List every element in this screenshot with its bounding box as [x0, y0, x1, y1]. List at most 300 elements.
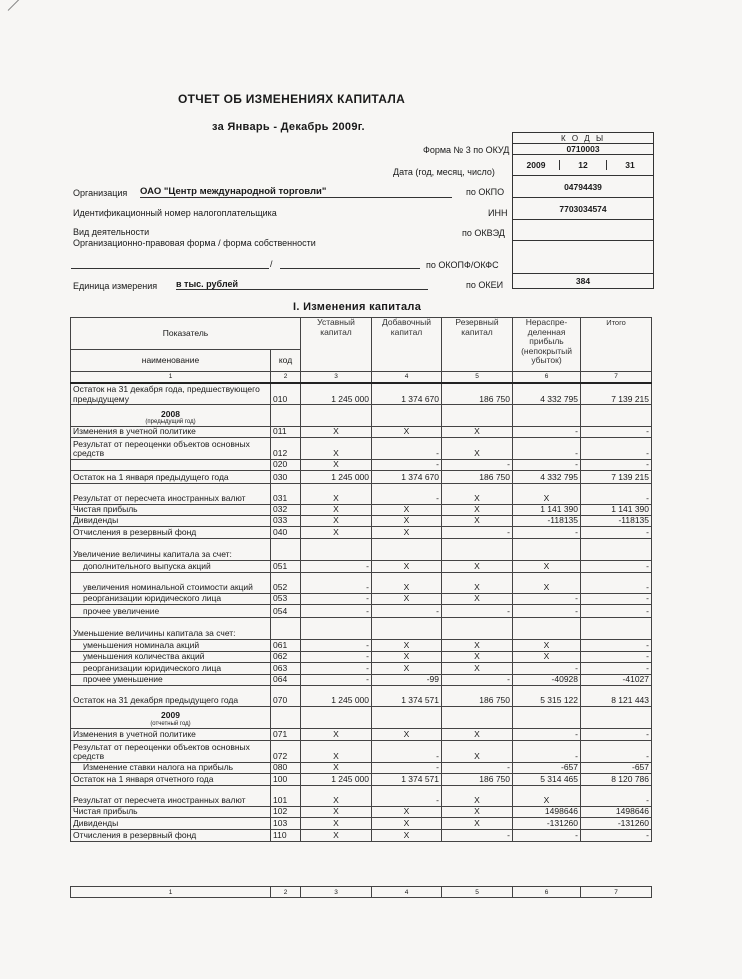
table-row	[71, 515, 652, 526]
cell-c4: Х	[372, 639, 442, 651]
cell-c3: Х	[301, 459, 372, 470]
cell-c7: -	[581, 560, 652, 572]
cell-code: 072	[271, 740, 301, 762]
cell-c6: -	[513, 604, 581, 617]
cell-c7: -	[581, 740, 652, 762]
report-period: за Январь - Декабрь 2009г.	[212, 121, 365, 133]
col-num-3: 3	[301, 372, 372, 383]
table-row	[71, 560, 652, 572]
row-name: Результат от пересчета иностранных валют	[71, 785, 271, 806]
row-name: уменьшения номинала акций	[71, 639, 271, 651]
table-row	[71, 728, 652, 740]
cell-c5: Х	[442, 662, 513, 674]
cell-c5: Х	[442, 639, 513, 651]
cell-c3: Х	[301, 817, 372, 829]
cell-code: 032	[271, 504, 301, 515]
cell-c4: 1 374 670	[372, 383, 442, 405]
cell-code: 062	[271, 651, 301, 662]
cell-c6: Х	[513, 639, 581, 651]
cell-c5: Х	[442, 437, 513, 459]
cell-c6	[513, 405, 581, 427]
cell-code: 011	[271, 427, 301, 438]
name-header: наименование	[71, 350, 271, 372]
legal-form-label: Организационно-правовая форма / форма собственности	[73, 238, 316, 248]
row-name	[71, 459, 271, 470]
table-row	[71, 405, 652, 427]
org-name: ОАО "Центр международной торговли"	[140, 186, 452, 198]
cell-code: 080	[271, 762, 301, 773]
cell-c4: -	[372, 459, 442, 470]
cell-c7: -657	[581, 762, 652, 773]
section-title: I. Изменения капитала	[293, 301, 422, 313]
cell-c7: -	[581, 437, 652, 459]
cell-c3: 1 245 000	[301, 685, 372, 706]
cell-c6: -657	[513, 762, 581, 773]
cell-c3: -	[301, 572, 372, 593]
cell-c4: -	[372, 785, 442, 806]
cell-c3: -	[301, 639, 372, 651]
cell-c7: 8 120 786	[581, 773, 652, 785]
row-name: Изменение ставки налога на прибыль	[71, 762, 271, 773]
cell-c5: Х	[442, 817, 513, 829]
cell-code: 020	[271, 459, 301, 470]
row-name: Уменьшение величины капитала за счет:	[71, 617, 271, 639]
cell-c6	[513, 617, 581, 639]
cell-c4: Х	[372, 651, 442, 662]
cell-c3: Х	[301, 427, 372, 438]
cell-c7: -	[581, 829, 652, 841]
date-label: Дата (год, месяц, число)	[393, 167, 495, 177]
year-label: 2008	[161, 408, 180, 419]
cell-code: 100	[271, 773, 301, 785]
row-name: дополнительного выпуска акций	[71, 560, 271, 572]
cell-code: 030	[271, 470, 301, 483]
footer-num-1: 1	[71, 887, 271, 898]
codes-box	[512, 132, 654, 289]
cell-c3: 1 245 000	[301, 773, 372, 785]
table-header-row	[71, 318, 652, 350]
legal-form-slash: /	[270, 259, 273, 269]
table-row	[71, 773, 652, 785]
cell-c5	[442, 706, 513, 728]
cell-c5: Х	[442, 427, 513, 438]
cell-c5: 186 750	[442, 685, 513, 706]
cell-c7: -	[581, 459, 652, 470]
year-sub-label: (предыдущий год)	[145, 419, 196, 426]
table-row	[71, 806, 652, 817]
cell-c4	[372, 405, 442, 427]
cell-c6: -	[513, 427, 581, 438]
table-row	[71, 706, 652, 728]
cell-c7: -	[581, 593, 652, 604]
cell-c3: Х	[301, 437, 372, 459]
cell-code: 033	[271, 515, 301, 526]
table-row	[71, 437, 652, 459]
cell-c3: Х	[301, 728, 372, 740]
cell-c6: Х	[513, 483, 581, 504]
col-total: Итого	[581, 318, 652, 372]
org-label: Организация	[73, 188, 128, 198]
cell-code: 051	[271, 560, 301, 572]
inn-code-label: ИНН	[488, 208, 508, 218]
cell-code	[271, 617, 301, 639]
cell-c3: -	[301, 604, 372, 617]
cell-code: 102	[271, 806, 301, 817]
cell-c3: Х	[301, 483, 372, 504]
cell-code: 103	[271, 817, 301, 829]
code-header: код	[271, 350, 301, 372]
cell-c4: Х	[372, 504, 442, 515]
unit-value: в тыс. рублей	[176, 279, 428, 290]
cell-c4: 1 374 571	[372, 685, 442, 706]
cell-c7: 8 121 443	[581, 685, 652, 706]
row-name: Изменения в учетной политике	[71, 728, 271, 740]
cell-c5: Х	[442, 728, 513, 740]
row-name: Результат от переоценки объектов основных средств	[71, 740, 271, 762]
row-name: Остаток на 31 декабря предыдущего года	[71, 685, 271, 706]
cell-c4: Х	[372, 806, 442, 817]
cell-c6: Х	[513, 651, 581, 662]
table-row	[71, 572, 652, 593]
col-num-1: 1	[71, 372, 271, 383]
cell-c5: Х	[442, 560, 513, 572]
cell-code: 110	[271, 829, 301, 841]
cell-c6: 1498646	[513, 806, 581, 817]
cell-code: 063	[271, 662, 301, 674]
row-name: Результат от пересчета иностранных валют	[71, 483, 271, 504]
row-name: Чистая прибыль	[71, 504, 271, 515]
cell-c5	[442, 538, 513, 560]
cell-c3: Х	[301, 785, 372, 806]
cell-c3: -	[301, 651, 372, 662]
cell-c3	[301, 617, 372, 639]
okei-code: 384	[513, 273, 653, 288]
row-name: Остаток на 1 января отчетного года	[71, 773, 271, 785]
cell-c4	[372, 706, 442, 728]
cell-c6: 1 141 390	[513, 504, 581, 515]
col-num-4: 4	[372, 372, 442, 383]
cell-c3: -	[301, 593, 372, 604]
cell-c6: Х	[513, 560, 581, 572]
table-row	[71, 504, 652, 515]
cell-c4: -	[372, 604, 442, 617]
row-name: реорганизации юридического лица	[71, 662, 271, 674]
cell-c4: Х	[372, 662, 442, 674]
cell-c3	[301, 706, 372, 728]
row-name: Остаток на 31 декабря года, предшествующего предыдущему	[71, 383, 271, 405]
cell-c7: -	[581, 785, 652, 806]
cell-c7: -	[581, 639, 652, 651]
table-row	[71, 762, 652, 773]
col-share-capital: Уставный капитал	[301, 318, 372, 372]
cell-c3: Х	[301, 526, 372, 538]
cell-c5: 186 750	[442, 383, 513, 405]
cell-code: 012	[271, 437, 301, 459]
cell-c4: Х	[372, 515, 442, 526]
capital-changes-table	[70, 317, 652, 842]
cell-c6: -	[513, 459, 581, 470]
footer-numbers-row	[71, 887, 652, 898]
table-row	[71, 674, 652, 685]
cell-c6: -	[513, 740, 581, 762]
inn-code: 7703034574	[513, 197, 653, 219]
cell-c6: 4 332 795	[513, 470, 581, 483]
cell-c3: 1 245 000	[301, 470, 372, 483]
footer-numbers-table	[70, 886, 652, 898]
table-row	[71, 427, 652, 438]
cell-c6: -	[513, 526, 581, 538]
table-row	[71, 604, 652, 617]
cell-c7: -	[581, 572, 652, 593]
cell-code: 040	[271, 526, 301, 538]
cell-c5: -	[442, 674, 513, 685]
row-name: реорганизации юридического лица	[71, 593, 271, 604]
okopf-code	[513, 240, 653, 273]
cell-code: 101	[271, 785, 301, 806]
cell-c5: Х	[442, 515, 513, 526]
row-name	[71, 706, 271, 728]
cell-c7: -	[581, 526, 652, 538]
cell-c5: -	[442, 459, 513, 470]
cell-c4: Х	[372, 593, 442, 604]
cell-c6	[513, 706, 581, 728]
cell-code	[271, 538, 301, 560]
cell-c3: Х	[301, 515, 372, 526]
cell-c5: 186 750	[442, 470, 513, 483]
cell-c4: Х	[372, 572, 442, 593]
cell-c3: Х	[301, 829, 372, 841]
cell-c5: -	[442, 604, 513, 617]
cell-c5: 186 750	[442, 773, 513, 785]
cell-c3	[301, 538, 372, 560]
col-num-2: 2	[271, 372, 301, 383]
unit-label: Единица измерения	[73, 281, 158, 291]
table-row	[71, 639, 652, 651]
table-row	[71, 483, 652, 504]
cell-c6: Х	[513, 785, 581, 806]
cell-c4	[372, 617, 442, 639]
indicator-header: Показатель	[71, 318, 301, 350]
cell-c7: -	[581, 483, 652, 504]
scan-mark	[8, 0, 34, 11]
cell-c6: -	[513, 829, 581, 841]
col-reserve-capital: Резервный капитал	[442, 318, 513, 372]
cell-c6: -131260	[513, 817, 581, 829]
date-day: 31	[606, 160, 653, 170]
okei-label: по ОКЕИ	[466, 280, 504, 290]
table-row	[71, 526, 652, 538]
table-row	[71, 470, 652, 483]
cell-c6: -	[513, 437, 581, 459]
ownership-line	[280, 268, 420, 269]
form-code: 0710003	[513, 143, 653, 154]
row-name: Изменения в учетной политике	[71, 427, 271, 438]
cell-c4	[372, 538, 442, 560]
legal-form-line	[71, 268, 269, 269]
cell-c6: -40928	[513, 674, 581, 685]
cell-c7: -	[581, 662, 652, 674]
cell-c5: Х	[442, 504, 513, 515]
cell-code: 053	[271, 593, 301, 604]
cell-c3: 1 245 000	[301, 383, 372, 405]
cell-c3: -	[301, 662, 372, 674]
table-body	[71, 383, 652, 842]
cell-c5: Х	[442, 785, 513, 806]
year-sub-label: (отчетный год)	[150, 720, 191, 727]
table-row	[71, 383, 652, 405]
cell-c4: -	[372, 437, 442, 459]
footer-num-5: 5	[442, 887, 513, 898]
cell-c7: 1498646	[581, 806, 652, 817]
codes-title: К О Д Ы	[560, 133, 606, 143]
cell-c6: Х	[513, 572, 581, 593]
cell-code	[271, 405, 301, 427]
cell-c5: -	[442, 526, 513, 538]
form-label: Форма № 3 по ОКУД	[423, 145, 510, 155]
row-name	[71, 405, 271, 427]
cell-c5: Х	[442, 651, 513, 662]
cell-c7: -	[581, 728, 652, 740]
cell-c5: Х	[442, 483, 513, 504]
col-num-5: 5	[442, 372, 513, 383]
okpo-label: по ОКПО	[466, 187, 505, 197]
cell-c3	[301, 405, 372, 427]
okved-label: по ОКВЭД	[462, 228, 505, 238]
cell-c7: 7 139 215	[581, 470, 652, 483]
cell-c5: -	[442, 829, 513, 841]
date-year: 2009	[526, 160, 546, 170]
row-name: Чистая прибыль	[71, 806, 271, 817]
cell-c6: -	[513, 728, 581, 740]
cell-c4: Х	[372, 829, 442, 841]
cell-code: 064	[271, 674, 301, 685]
cell-c4: 1 374 571	[372, 773, 442, 785]
cell-c3: Х	[301, 762, 372, 773]
cell-code: 054	[271, 604, 301, 617]
cell-code: 070	[271, 685, 301, 706]
year-label: 2009	[161, 710, 180, 721]
table-row	[71, 617, 652, 639]
cell-c6	[513, 538, 581, 560]
cell-c3: Х	[301, 806, 372, 817]
row-name: Увеличение величины капитала за счет:	[71, 538, 271, 560]
cell-c4: -99	[372, 674, 442, 685]
cell-c7: -131260	[581, 817, 652, 829]
cell-c4: -	[372, 483, 442, 504]
cell-c5: Х	[442, 572, 513, 593]
cell-c7: -41027	[581, 674, 652, 685]
okopf-label: по ОКОПФ/ОКФС	[426, 260, 499, 270]
table-row	[71, 740, 652, 762]
cell-c4: Х	[372, 728, 442, 740]
cell-code: 071	[271, 728, 301, 740]
cell-code: 010	[271, 383, 301, 405]
table-row	[71, 651, 652, 662]
row-name: уменьшения количества акций	[71, 651, 271, 662]
cell-c7: -	[581, 604, 652, 617]
cell-c3: -	[301, 560, 372, 572]
date-month: 12	[559, 160, 606, 170]
col-retained-earnings: Нераспре-деленная прибыль (непокрытый убыток)	[513, 318, 581, 372]
cell-c5: Х	[442, 806, 513, 817]
cell-c7	[581, 538, 652, 560]
row-name: Остаток на 1 января предыдущего года	[71, 470, 271, 483]
footer-num-4: 4	[372, 887, 442, 898]
taxpayer-id-label: Идентификационный номер налогоплательщика	[73, 208, 277, 218]
cell-c4: Х	[372, 526, 442, 538]
footer-num-6: 6	[513, 887, 581, 898]
table-row	[71, 817, 652, 829]
cell-c4: 1 374 670	[372, 470, 442, 483]
report-title: ОТЧЕТ ОБ ИЗМЕНЕНИЯХ КАПИТАЛА	[178, 92, 406, 106]
table-row	[71, 593, 652, 604]
cell-c4: -	[372, 762, 442, 773]
table-row	[71, 662, 652, 674]
cell-c6: -118135	[513, 515, 581, 526]
col-additional-capital: Добавочный капитал	[372, 318, 442, 372]
cell-c7: -	[581, 651, 652, 662]
cell-code: 061	[271, 639, 301, 651]
okved-code	[513, 219, 653, 240]
cell-c7: -	[581, 427, 652, 438]
table-row	[71, 829, 652, 841]
row-name: увеличения номинальной стоимости акций	[71, 572, 271, 593]
footer-num-2: 2	[271, 887, 301, 898]
cell-c4: Х	[372, 427, 442, 438]
cell-c4: Х	[372, 817, 442, 829]
col-num-6: 6	[513, 372, 581, 383]
row-name: Результат от переоценки объектов основных средств	[71, 437, 271, 459]
cell-c6: -	[513, 662, 581, 674]
cell-c5	[442, 617, 513, 639]
cell-c7	[581, 405, 652, 427]
cell-c5: Х	[442, 593, 513, 604]
cell-c3: Х	[301, 504, 372, 515]
cell-c5: Х	[442, 740, 513, 762]
table-row	[71, 459, 652, 470]
cell-c7	[581, 617, 652, 639]
cell-code: 052	[271, 572, 301, 593]
date-row	[513, 154, 653, 175]
okpo-code: 04794439	[513, 175, 653, 197]
row-name: Дивиденды	[71, 515, 271, 526]
footer-num-3: 3	[301, 887, 372, 898]
cell-c7: -118135	[581, 515, 652, 526]
cell-c6: -	[513, 593, 581, 604]
cell-c6: 5 314 465	[513, 773, 581, 785]
cell-c7: 1 141 390	[581, 504, 652, 515]
cell-c6: 5 315 122	[513, 685, 581, 706]
table-row	[71, 538, 652, 560]
row-name: прочее уменьшение	[71, 674, 271, 685]
col-num-7: 7	[581, 372, 652, 383]
row-name: Дивиденды	[71, 817, 271, 829]
cell-c3: -	[301, 674, 372, 685]
row-name: Отчисления в резервный фонд	[71, 829, 271, 841]
cell-c6: 4 332 795	[513, 383, 581, 405]
table-row	[71, 785, 652, 806]
cell-c3: Х	[301, 740, 372, 762]
cell-c5	[442, 405, 513, 427]
cell-code: 031	[271, 483, 301, 504]
footer-num-7: 7	[581, 887, 652, 898]
activity-label: Вид деятельности	[73, 227, 150, 237]
cell-code	[271, 706, 301, 728]
cell-c5: -	[442, 762, 513, 773]
cell-c7: 7 139 215	[581, 383, 652, 405]
table-row	[71, 685, 652, 706]
cell-c7	[581, 706, 652, 728]
